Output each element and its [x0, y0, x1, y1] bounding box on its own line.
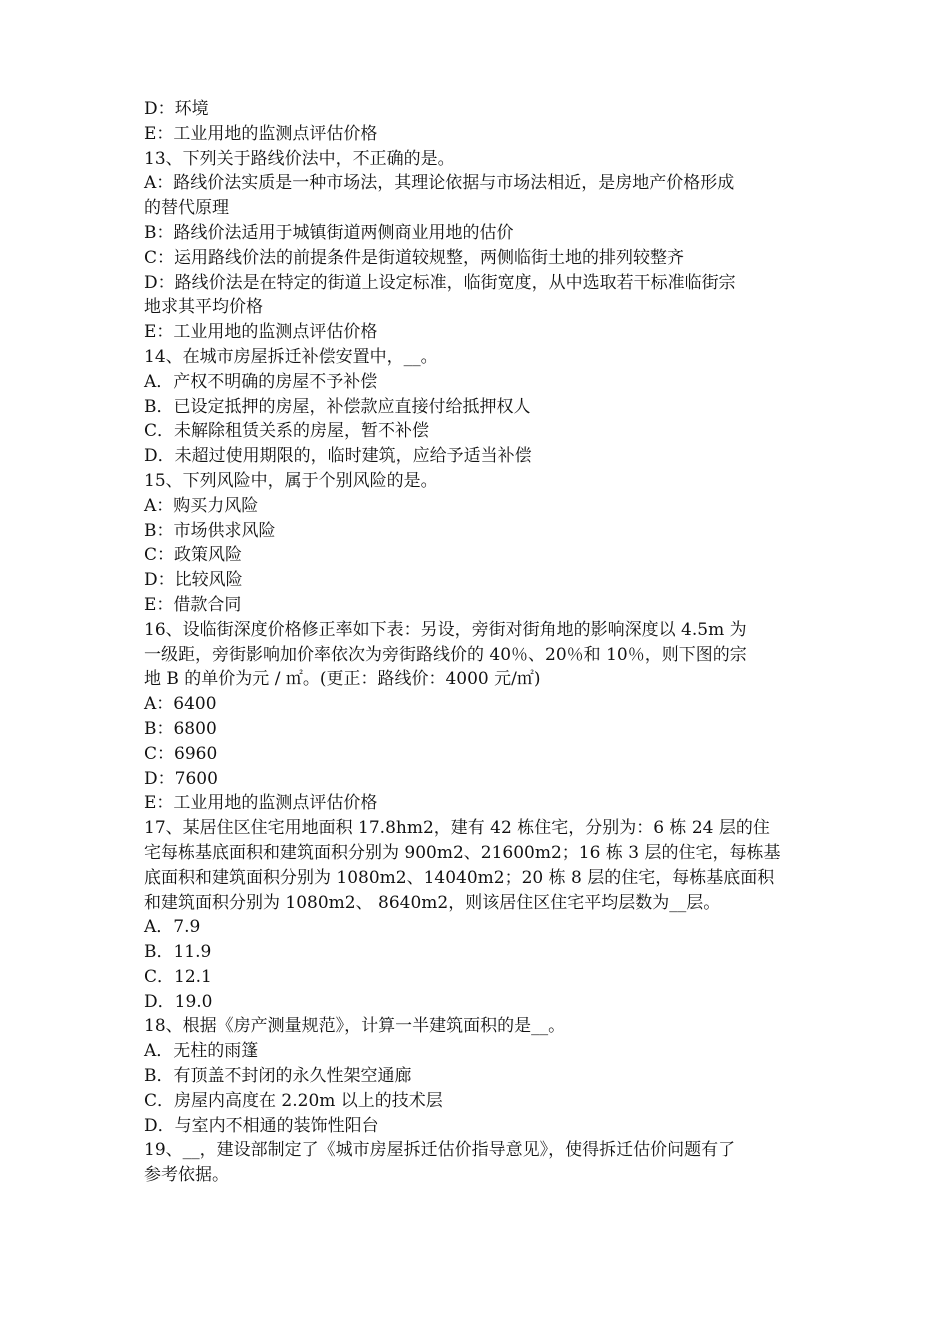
text-line: E：工业用地的监测点评估价格 — [144, 322, 378, 343]
text-line: 19、__，建设部制定了《城市房屋拆迁估价指导意见》，使得拆迁估价问题有了 — [144, 1140, 736, 1161]
text-line: C：6960 — [144, 743, 218, 764]
text-line: D．未超过使用期限的，临时建筑，应给予适当补偿 — [144, 446, 532, 467]
text-line: D：路线价法是在特定的街道上设定标准，临街宽度，从中选取若干标准临街宗 — [144, 272, 736, 293]
text-line: B．有顶盖不封闭的永久性架空通廊 — [144, 1066, 412, 1087]
text-line: A．无柱的雨篷 — [144, 1041, 259, 1062]
text-line: 18、根据《房产测量规范》，计算一半建筑面积的是__。 — [144, 1016, 566, 1037]
text-line: 15、下列风险中，属于个别风险的是。 — [144, 470, 438, 491]
text-line: 宅每栋基底面积和建筑面积分别为 900m2、21600m2；16 栋 3 层的住宅，每栋基 — [144, 842, 781, 863]
text-line: A：6400 — [144, 694, 217, 715]
text-line: D：环境 — [144, 99, 209, 119]
text-line: B：路线价法适用于城镇街道两侧商业用地的估价 — [144, 222, 514, 243]
text-line: D：比较风险 — [144, 570, 243, 591]
text-line: E：借款合同 — [144, 594, 242, 615]
text-line: D．19.0 — [144, 991, 213, 1012]
text-line: 16、设临街深度价格修正率如下表：另设，旁街对街角地的影响深度以 4.5m 为 — [144, 619, 747, 640]
text-line: 参考依据。 — [144, 1165, 229, 1186]
text-line: A：购买力风险 — [144, 495, 259, 516]
text-line: E：工业用地的监测点评估价格 — [144, 793, 378, 814]
text-line: B．11.9 — [144, 942, 212, 963]
text-line: A：路线价法实质是一种市场法，其理论依据与市场法相近，是房地产价格形成 — [144, 173, 735, 194]
text-line: 17、某居住区住宅用地面积 17.8hm2，建有 42 栋住宅，分别为：6 栋 24 层的住 — [144, 818, 770, 839]
text-line: 13、下列关于路线价法中，不正确的是。 — [144, 148, 455, 169]
text-line: B．已设定抵押的房屋，补偿款应直接付给抵押权人 — [144, 396, 531, 417]
text-line: C：运用路线价法的前提条件是街道较规整，两侧临街土地的排列较整齐 — [144, 247, 685, 268]
text-line: C：政策风险 — [144, 545, 243, 566]
text-line: C．房屋内高度在 2.20m 以上的技术层 — [144, 1090, 443, 1111]
text-line: B：市场供求风险 — [144, 520, 276, 541]
document-body — [144, 97, 812, 1188]
text-line: 地 B 的单价为元 / ㎡。(更正：路线价：4000 元/㎡) — [144, 669, 541, 690]
text-line: C．未解除租赁关系的房屋，暂不补偿 — [144, 421, 430, 442]
text-line: C．12.1 — [144, 966, 212, 987]
text-line: 和建筑面积分别为 1080m2、 8640m2，则该居住区住宅平均层数为__层。 — [144, 892, 721, 913]
text-line: D．与室内不相通的装饰性阳台 — [144, 1115, 379, 1136]
text-line: D：7600 — [144, 768, 218, 789]
text-line: 底面积和建筑面积分别为 1080m2、14040m2；20 栋 8 层的住宅，每栋基底面积 — [144, 867, 775, 888]
text-line: E：工业用地的监测点评估价格 — [144, 123, 378, 144]
text-line: 14、在城市房屋拆迁补偿安置中，__。 — [144, 346, 438, 367]
text-line: B：6800 — [144, 718, 217, 739]
text-line: 地求其平均价格 — [144, 297, 263, 318]
text-line: 一级距，旁街影响加价率依次为旁街路线价的 40％、20％和 10％，则下图的宗 — [144, 644, 747, 665]
text-line: A．产权不明确的房屋不予补偿 — [144, 371, 378, 392]
text-line: 的替代原理 — [144, 198, 229, 219]
text-line: A．7.9 — [144, 917, 201, 938]
